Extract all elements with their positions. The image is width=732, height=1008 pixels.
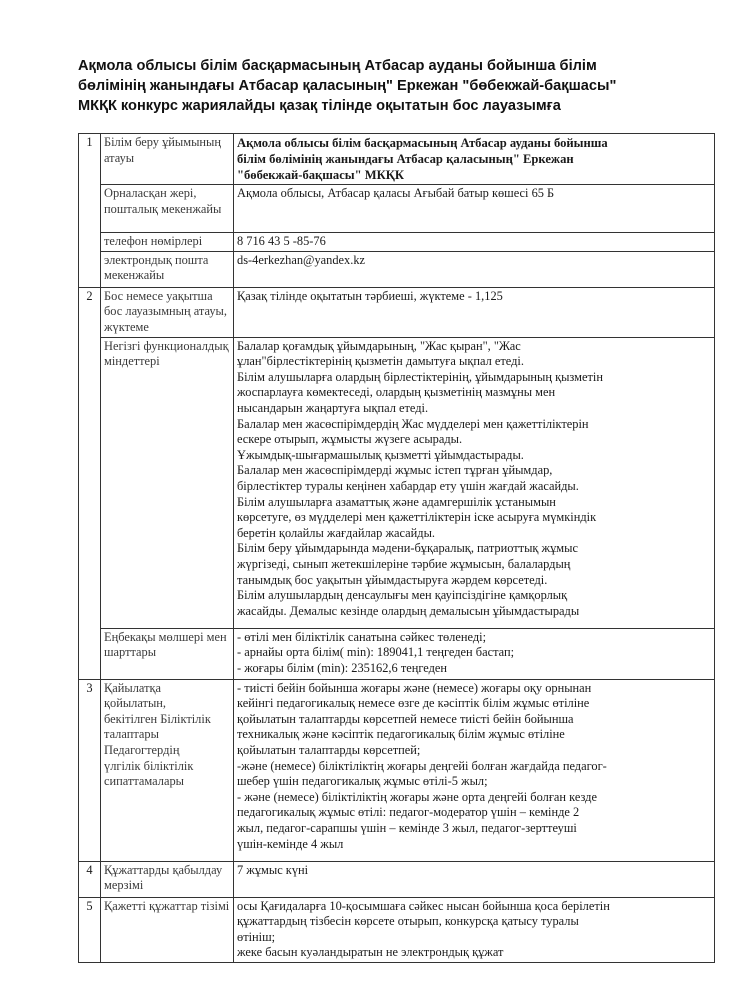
- requirements-line: қойылатын талаптарды көрсетпей немесе тиісті бейін бойынша: [237, 711, 574, 726]
- duties-line: көрсетуге, өз мүдделері мен қажеттіліктерін іске асыруға мүмкіндік: [237, 510, 597, 525]
- title-line-2: бөлімінің жанындағы Атбасар қаласының" Еркежан "бөбекжай-бақшасы": [78, 78, 617, 94]
- row-number: 3: [79, 679, 101, 861]
- phone-label: телефон нөмірлері: [101, 233, 234, 252]
- table-row: [79, 861, 715, 897]
- duties-line: Білім алушыларға олардың бірлестіктерінің, ұйымдарының қызметін: [237, 369, 603, 384]
- documents-value: [234, 897, 715, 962]
- address-value: Ақмола облысы, Атбасар қаласы Ағыбай батыр көшесі 65 Б: [234, 185, 715, 233]
- duties-line: ескере отырып, жұмысты жүзеге асырады.: [237, 432, 463, 447]
- row-number: 1: [79, 134, 101, 288]
- vacancy-table: [78, 133, 715, 963]
- duties-line: ұлан"бірлестіктерінің қызметін дамытуға ықпал етеді.: [237, 354, 524, 369]
- table-row: [79, 679, 715, 861]
- duties-value: [234, 337, 715, 628]
- title-line-3: МКҚК конкурс жариялайды қазақ тілінде оқытатын бос лауазымға: [78, 98, 561, 114]
- salary-line: - арнайы орта білім( min): 189041,1 теңгеден бастап;: [237, 645, 515, 660]
- requirements-line: - және (немесе) біліктіліктің жоғары және орта деңгейі болған кезде: [237, 789, 597, 804]
- requirements-label-line: сипаттамалары: [104, 774, 184, 789]
- org-name-label: Білім беру ұйымының атауы: [101, 134, 234, 185]
- requirements-label-line: Қайылатқа: [104, 680, 162, 695]
- requirements-line: - тиісті бейін бойынша жоғары және (немесе) жоғары оқу орнынан: [237, 680, 592, 695]
- document-title: [78, 56, 678, 116]
- salary-line: - жоғары білім (min): 235162,6 теңгеден: [237, 660, 448, 675]
- duties-line: Балалар қоғамдық ұйымдарының, "Жас қыран", "Жас: [237, 338, 521, 353]
- requirements-label-line: Педагогтердің: [104, 742, 180, 757]
- table-row: [79, 251, 715, 287]
- row-number: 2: [79, 287, 101, 679]
- requirements-label: [101, 679, 234, 861]
- requirements-line: кейінгі педагогикалық немесе өзге де кәсіптік білім жұмыс өтіліне: [237, 696, 590, 711]
- row-number: 5: [79, 897, 101, 962]
- deadline-label: Құжаттарды қабылдау мерзімі: [101, 861, 234, 897]
- documents-line: өтініш;: [237, 929, 276, 944]
- email-value: ds-4erkezhan@yandex.kz: [234, 251, 715, 287]
- table-row: [79, 337, 715, 628]
- row-number: 4: [79, 861, 101, 897]
- phone-value: 8 716 43 5 -85-76: [234, 233, 715, 252]
- duties-line: Білім алушыларға азаматтық және адамгершілік ұстанымын: [237, 494, 556, 509]
- position-value: Қазақ тілінде оқытатын тәрбиеші, жүктеме - 1,125: [234, 287, 715, 337]
- salary-line: - өтілі мен біліктілік санатына сәйкес төленеді;: [237, 629, 487, 644]
- org-name-line: Ақмола облысы білім басқармасының Атбасар ауданы бойынша: [237, 136, 608, 150]
- requirements-line: -және (немесе) біліктіліктің жоғары деңгейі болған жағдайда педагог-: [237, 758, 607, 773]
- duties-line: жүргізеді, сынып жетекшілеріне тәрбие жұмысын, балалардың: [237, 556, 571, 571]
- requirements-label-line: үлгілік біліктілік: [104, 758, 194, 773]
- table-row: [79, 233, 715, 252]
- duties-line: беретін қолайлы жағдайлар жасайды.: [237, 525, 436, 540]
- documents-label: Қажетті құжаттар тізімі: [101, 897, 234, 962]
- email-label: электрондық пошта мекенжайы: [101, 251, 234, 287]
- duties-line: Ұжымдық-шығармашылық қызметті ұйымдастырады.: [237, 447, 524, 462]
- requirements-line: техникалық және кәсіптік педагогикалық білім жұмыс өтіліне: [237, 727, 565, 742]
- deadline-value: 7 жұмыс күні: [234, 861, 715, 897]
- position-label: Бос немесе уақытша бос лауазымның атауы, жүктеме: [101, 287, 234, 337]
- requirements-line: жыл, педагог-сарапшы үшін – кемінде 3 жыл, педагог-зерттеуші: [237, 820, 577, 835]
- requirements-label-line: талаптары: [104, 727, 159, 742]
- requirements-line: үшін-кемінде 4 жыл: [237, 836, 344, 851]
- documents-line: жеке басын куәландыратын не электрондық құжат: [237, 945, 504, 960]
- documents-line: құжаттардың тізбесін көрсете отырып, конкурсқа қатысу туралы: [237, 914, 579, 929]
- duties-line: Білім алушылардың денсаулығы мен қауіпсіздігіне қамқорлық: [237, 588, 568, 603]
- duties-line: жасайды. Демалыс кезінде олардың демалысын ұйымдастырады: [237, 603, 580, 618]
- table-row: [79, 185, 715, 233]
- duties-label: Негізгі функционалдық міндеттері: [101, 337, 234, 628]
- documents-line: осы Қағидаларға 10-қосымшаға сәйкес нысан бойынша қоса берілетін: [237, 898, 610, 913]
- requirements-value: [234, 679, 715, 861]
- salary-label: Еңбекақы мөлшері мен шарттары: [101, 628, 234, 679]
- requirements-line: шебер үшін педагогикалық жұмыс өтілі-5 жыл;: [237, 774, 488, 789]
- table-row: [79, 134, 715, 185]
- duties-line: нысандарын жаңартуға ықпал етеді.: [237, 400, 429, 415]
- duties-line: танымдық бос уақытын ұйымдастыруға жәрдем көрсетеді.: [237, 572, 548, 587]
- salary-value: [234, 628, 715, 679]
- table-row: [79, 628, 715, 679]
- org-name-value: [234, 134, 715, 185]
- duties-line: Балалар мен жасөспірімдердің Жас мүдделері мен қажеттіліктерін: [237, 416, 589, 431]
- requirements-label-line: қойылатын,: [104, 696, 167, 711]
- requirements-line: қойылатын талаптарды көрсетпей;: [237, 742, 421, 757]
- address-label: Орналасқан жері, пошталық мекенжайы: [101, 185, 234, 233]
- requirements-label-line: бекітілген Біліктілік: [104, 711, 211, 726]
- duties-line: бірлестіктер туралы кеңінен хабардар ету үшін жағдай жасайды.: [237, 478, 579, 493]
- org-name-line: білім бөлімінің жанындағы Атбасар қаласының" Еркежан: [237, 152, 574, 166]
- table-row: [79, 897, 715, 962]
- duties-line: Білім беру ұйымдарында мәдени-бұқаралық, патриоттық жұмыс: [237, 541, 578, 556]
- duties-line: жоспарлауға көмектеседі, олардың қызметінің мазмұны мен: [237, 385, 556, 400]
- duties-line: Балалар мен жасөспірімдерді жұмыс істеп тұрған ұйымдар,: [237, 463, 553, 478]
- title-line-1: Ақмола облысы білім басқармасының Атбасар ауданы бойынша білім: [78, 58, 597, 74]
- table-row: [79, 287, 715, 337]
- requirements-line: педагогикалық жұмыс өтілі: педагог-модератор үшін – кемінде 2: [237, 805, 580, 820]
- org-name-line: "бөбекжай-бақшасы" МКҚК: [237, 168, 405, 182]
